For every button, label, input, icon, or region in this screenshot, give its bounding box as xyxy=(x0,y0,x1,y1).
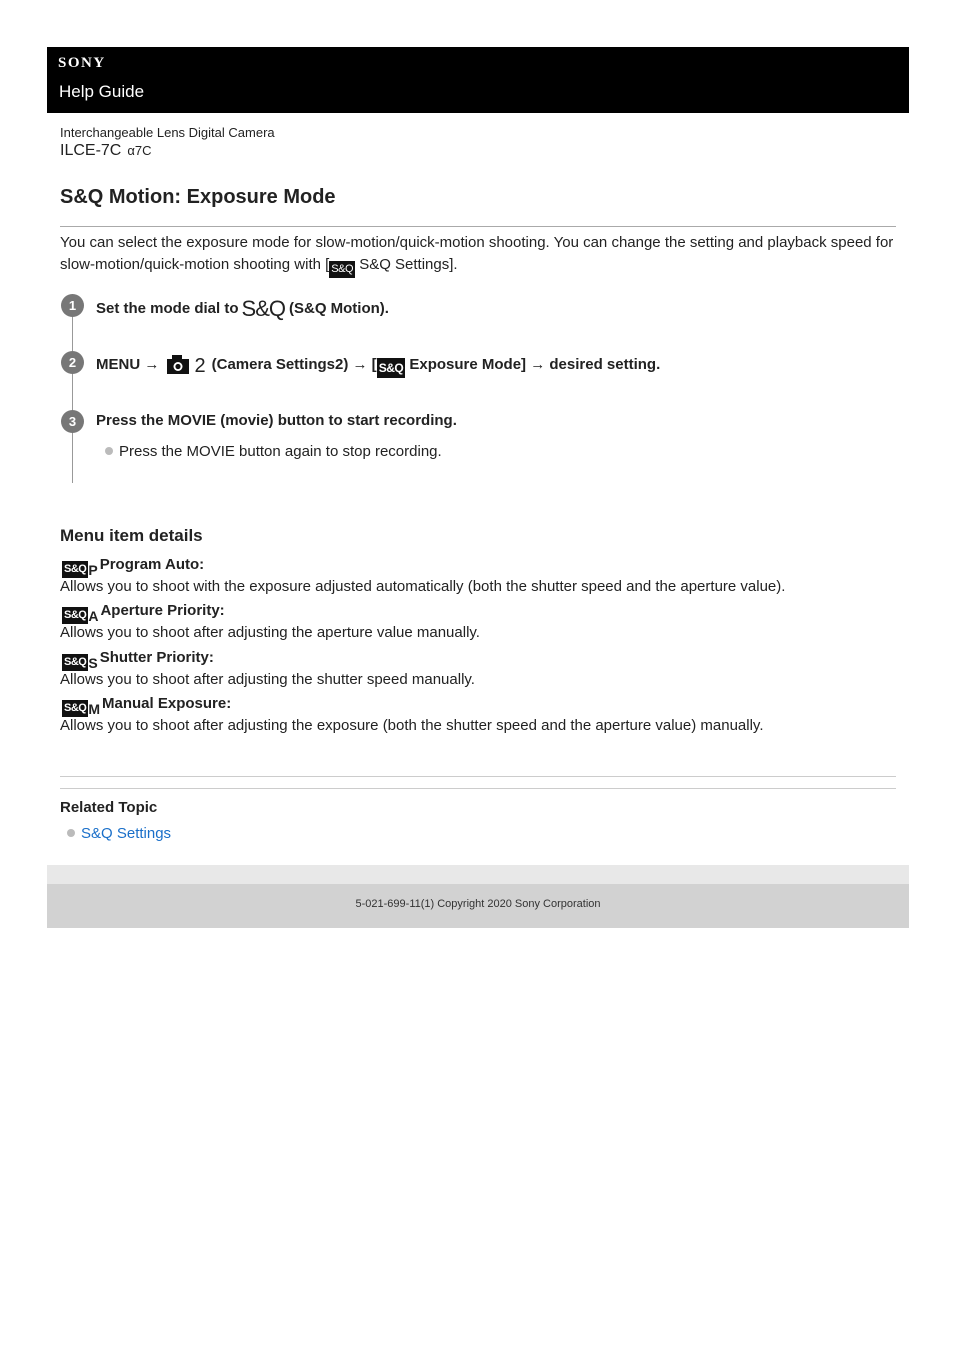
step-3-note xyxy=(105,443,442,460)
product-model xyxy=(60,142,152,160)
related-divider-top xyxy=(60,776,896,777)
model-number: ILCE-7C xyxy=(60,142,122,159)
item-description: Allows you to shoot after adjusting the aperture value manually. xyxy=(60,624,480,641)
title-divider xyxy=(60,226,896,227)
sq-settings-icon: S&Q xyxy=(329,261,355,278)
sq-exposure-icon: S&Q xyxy=(377,358,406,378)
model-alias: α7C xyxy=(127,143,152,158)
step-1-after: (S&Q Motion). xyxy=(288,300,389,317)
step-3-number: 3 xyxy=(61,410,84,433)
mode-a-icon: A xyxy=(88,608,99,624)
item-label: Manual Exposure: xyxy=(102,695,232,712)
step-2-text xyxy=(96,353,660,379)
mode-m-icon: M xyxy=(88,701,101,717)
step-1-number: 1 xyxy=(61,294,84,317)
sq-icon: S&Q xyxy=(62,654,88,671)
sq-motion-dial-icon: S&Q xyxy=(241,296,285,321)
item-shutter-priority xyxy=(62,649,214,671)
item-description: Allows you to shoot after adjusting the exposure (both the shutter speed and the aperture value) manually. xyxy=(60,717,764,734)
item-description: Allows you to shoot after adjusting the shutter speed manually. xyxy=(60,671,475,688)
item-manual-exposure xyxy=(62,695,231,717)
step-1-before: Set the mode dial to xyxy=(96,300,239,317)
step-2-part1: (Camera Settings2) → [ xyxy=(211,356,377,373)
item-label: Aperture Priority: xyxy=(100,602,225,619)
bullet-icon xyxy=(105,447,113,455)
step-2-number: 2 xyxy=(61,351,84,374)
step-3-text: Press the MOVIE (movie) button to start recording. xyxy=(96,412,457,429)
item-aperture-priority xyxy=(62,602,225,624)
intro-paragraph xyxy=(60,232,896,278)
help-guide-title: Help Guide xyxy=(59,82,145,101)
sq-icon: S&Q xyxy=(62,607,88,624)
mode-p-icon: P xyxy=(88,562,98,578)
sony-logo: SONY xyxy=(58,55,106,71)
intro-text-end: S&Q Settings]. xyxy=(355,255,458,273)
item-program-auto xyxy=(62,556,204,578)
intro-text: You can select the exposure mode for slow-motion/quick-motion shooting. You can change the setting and playback speed for slow-motion/quick-motion shooting with [ xyxy=(60,234,894,273)
footer xyxy=(47,884,909,928)
sq-icon: S&Q xyxy=(62,700,88,717)
item-label: Shutter Priority: xyxy=(99,649,214,666)
site-header xyxy=(47,47,909,113)
mode-s-icon: S xyxy=(88,655,98,671)
footer-band xyxy=(47,865,909,884)
related-link-item xyxy=(67,825,171,842)
step-3-note-text: Press the MOVIE button again to stop recording. xyxy=(119,443,442,460)
item-label: Program Auto: xyxy=(99,556,205,573)
related-divider-bottom xyxy=(60,788,896,789)
product-type: Interchangeable Lens Digital Camera xyxy=(60,125,275,140)
related-topic-title: Related Topic xyxy=(60,799,158,816)
menu-details-title: Menu item details xyxy=(60,526,203,545)
item-description: Allows you to shoot with the exposure adjusted automatically (both the shutter speed and the aperture value). xyxy=(60,578,786,595)
step-1-text xyxy=(96,296,389,322)
sq-settings-link[interactable]: S&Q Settings xyxy=(81,825,172,842)
sq-icon: S&Q xyxy=(62,561,88,578)
bullet-icon xyxy=(67,829,75,837)
steps-connector-line xyxy=(72,305,73,483)
step-2-part2: Exposure Mode] → desired setting. xyxy=(409,356,661,373)
copyright-text: 5-021-699-11(1) Copyright 2020 Sony Corporation xyxy=(355,898,601,910)
page-title: S&Q Motion: Exposure Mode xyxy=(60,186,336,208)
camera-settings2-number: 2 xyxy=(194,355,206,377)
step-2-menu: MENU → xyxy=(96,356,160,373)
